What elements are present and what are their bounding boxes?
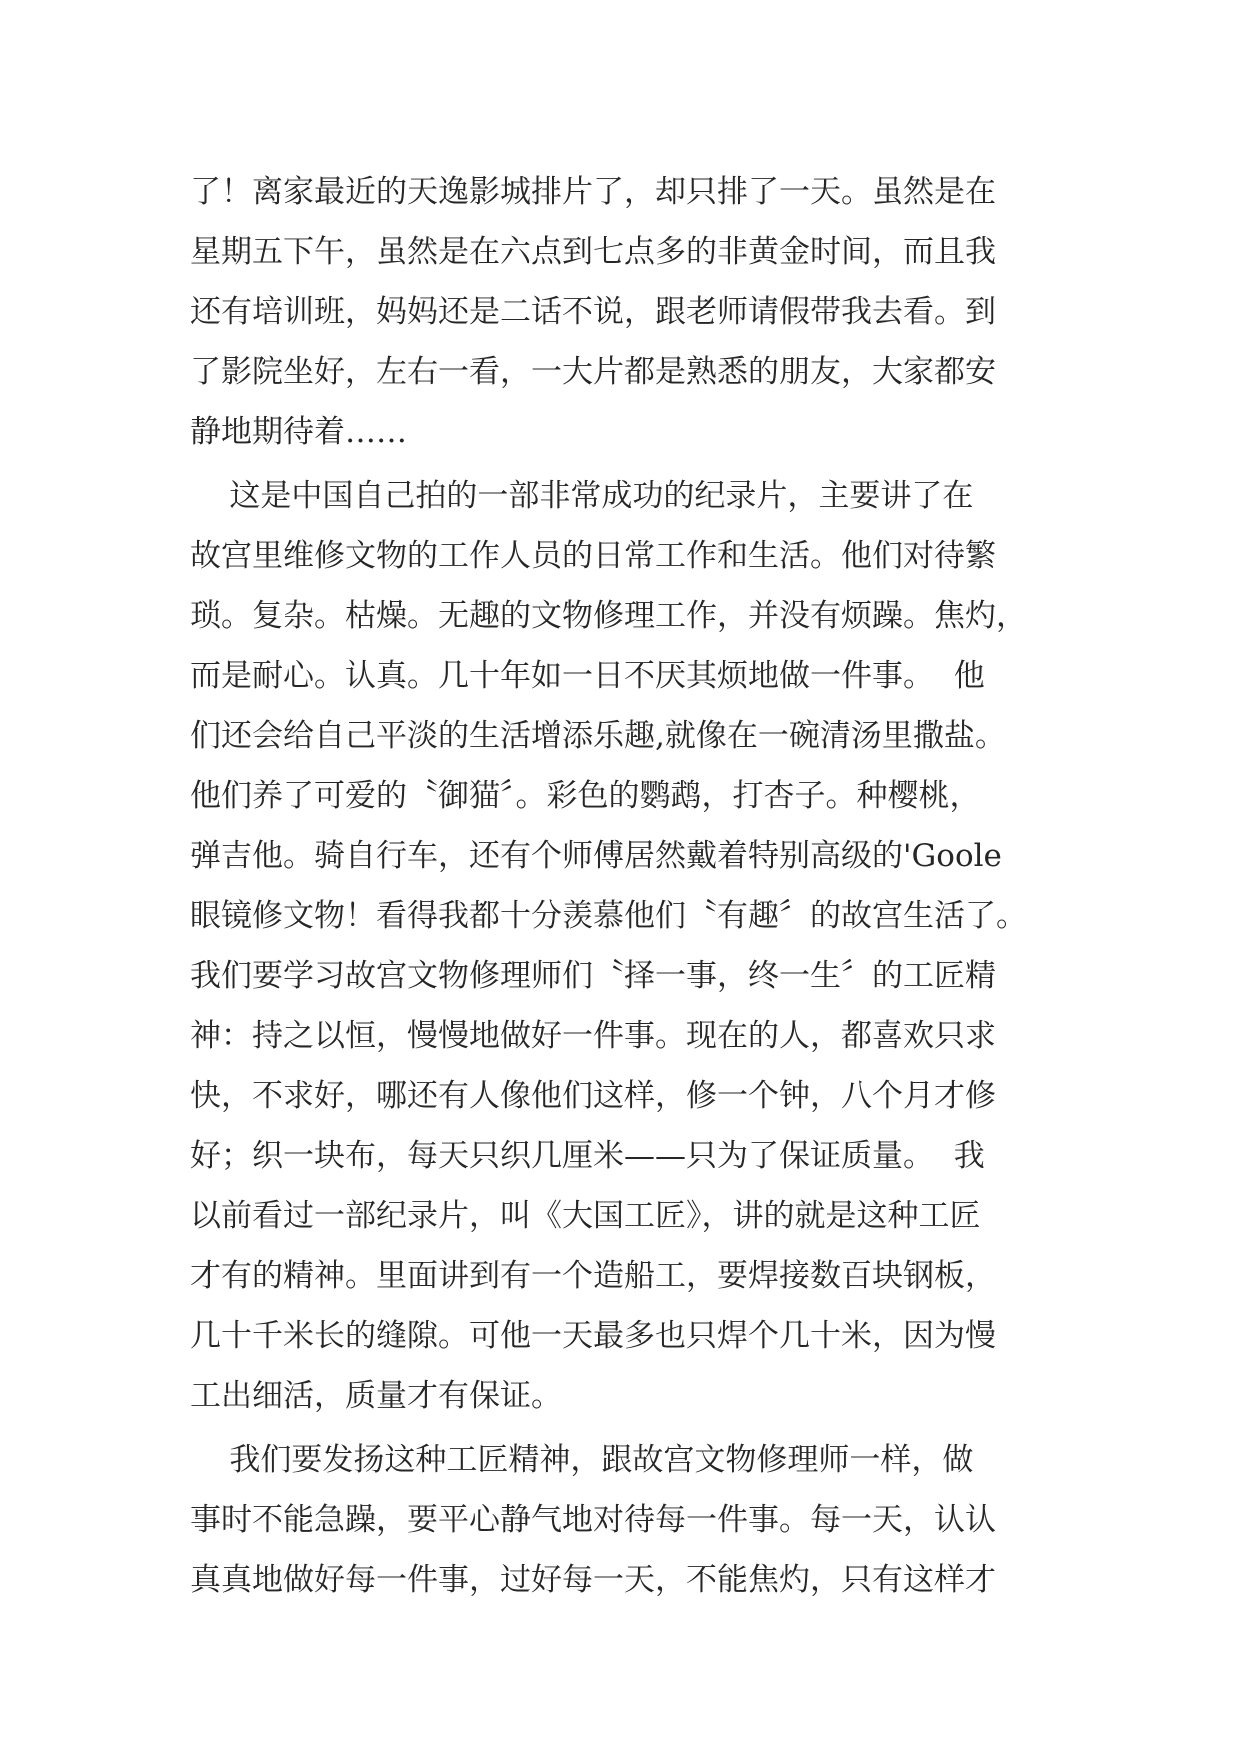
text-line: 几十千米长的缝隙。可他一天最多也只焊个几十米，因为慢 (190, 1318, 996, 1354)
text-line: 工出细活，质量才有保证。 (190, 1378, 562, 1414)
text-line: 还有培训班，妈妈还是二话不说，跟老师请假带我去看。到 (190, 294, 996, 330)
text-line: 好；织一块布，每天只织几厘米——只为了保证质量。 我 (190, 1138, 985, 1174)
paragraph-1 (190, 162, 1060, 462)
text-line: 才有的精神。里面讲到有一个造船工，要焊接数百块钢板， (190, 1258, 996, 1294)
text-line: 故宫里维修文物的工作人员的日常工作和生活。他们对待繁 (190, 538, 996, 574)
text-line: 眼镜修文物！看得我都十分羡慕他们〝有趣〞的故宫生活了。 (190, 898, 1027, 934)
text-line: 琐。复杂。枯燥。无趣的文物修理工作，并没有烦躁。焦灼， (190, 598, 1027, 634)
text-line: 静地期待着…… (190, 414, 407, 450)
text-line: 星期五下午，虽然是在六点到七点多的非黄金时间，而且我 (190, 234, 996, 270)
text-line: 了影院坐好，左右一看，一大片都是熟悉的朋友，大家都安 (190, 354, 996, 390)
text-line: 事时不能急躁，要平心静气地对待每一件事。每一天，认认 (190, 1502, 996, 1538)
paragraph-3 (190, 1430, 1060, 1610)
text-line: 了！离家最近的天逸影城排片了，却只排了一天。虽然是在 (190, 174, 996, 210)
text-line: 以前看过一部纪录片，叫《大国工匠》，讲的就是这种工匠 (190, 1198, 981, 1234)
text-line: 真真地做好每一件事，过好每一天，不能焦灼，只有这样才 (190, 1562, 996, 1598)
text-line: 快，不求好，哪还有人像他们这样，修一个钟，八个月才修 (190, 1078, 996, 1114)
text-line: 他们养了可爱的〝御猫〞。彩色的鹦鹉，打杏子。种樱桃， (190, 778, 981, 814)
text-line: 我们要学习故宫文物修理师们〝择一事，终一生〞的工匠精 (190, 958, 996, 994)
text-line: 而是耐心。认真。几十年如一日不厌其烦地做一件事。 他 (190, 658, 985, 694)
text-line: 神：持之以恒，慢慢地做好一件事。现在的人，都喜欢只求 (190, 1018, 996, 1054)
text-line: 弹吉他。骑自行车，还有个师傅居然戴着特别高级的'Goole (190, 838, 1002, 874)
article-body (190, 162, 1060, 1614)
text-line: 这是中国自己拍的一部非常成功的纪录片，主要讲了在 (190, 478, 974, 514)
text-line: 们还会给自己平淡的生活增添乐趣,就像在一碗清汤里撒盐。 (190, 718, 1006, 754)
text-line: 我们要发扬这种工匠精神，跟故宫文物修理师一样，做 (190, 1442, 974, 1478)
paragraph-2 (190, 466, 1060, 1426)
